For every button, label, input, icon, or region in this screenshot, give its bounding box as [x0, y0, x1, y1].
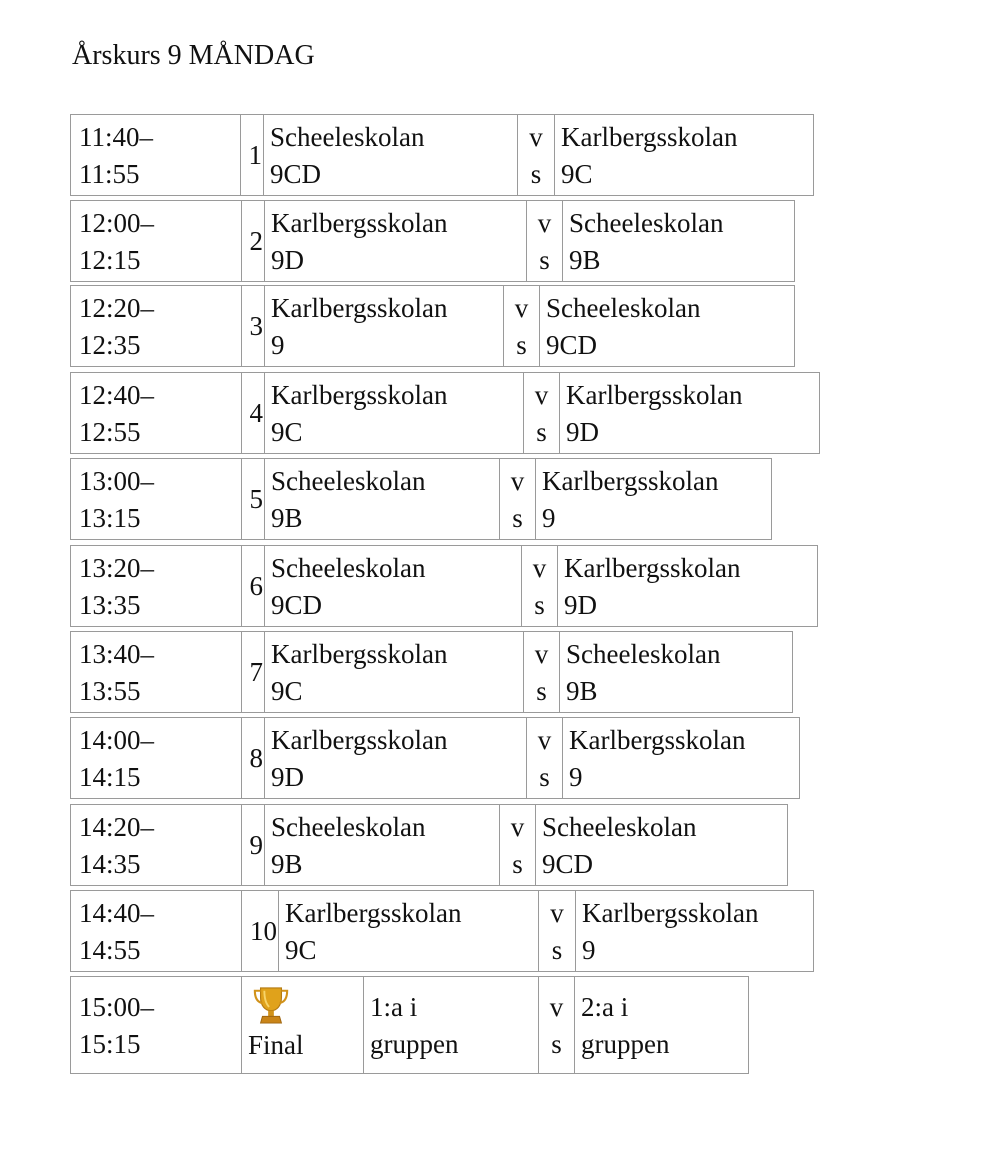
- home-class: 9B: [271, 503, 303, 533]
- match-number: 1: [240, 115, 263, 195]
- match-row-2: [70, 200, 795, 282]
- away-class: 9: [542, 503, 556, 533]
- versus-label: [499, 459, 535, 539]
- match-number: 4: [241, 373, 264, 453]
- time-start: 13:20–: [79, 553, 155, 583]
- time-start: 12:20–: [79, 293, 155, 323]
- time-start: 11:40–: [79, 122, 153, 152]
- versus-label: [526, 201, 562, 281]
- match-time: [71, 373, 241, 453]
- home-school: Karlbergsskolan: [271, 208, 448, 238]
- time-end: 13:15: [79, 503, 141, 533]
- time-start: 15:00–: [79, 992, 155, 1022]
- match-number: 5: [241, 459, 264, 539]
- versus-bottom: s: [512, 849, 523, 879]
- match-time: [71, 286, 241, 366]
- match-row-4: [70, 372, 820, 454]
- away-class: 9B: [569, 245, 601, 275]
- match-row-5: [70, 458, 772, 540]
- versus-top: v: [514, 293, 529, 323]
- away-class: 9CD: [546, 330, 598, 360]
- home-school: Scheeleskolan: [271, 553, 426, 583]
- time-end: 11:55: [79, 159, 140, 189]
- away-school: Scheeleskolan: [546, 293, 701, 323]
- versus-top: v: [534, 380, 549, 410]
- match-number: 10: [241, 891, 278, 971]
- versus-bottom: s: [539, 762, 550, 792]
- match-number: 2: [241, 201, 264, 281]
- home-team: [363, 977, 538, 1073]
- match-row-9: [70, 804, 788, 886]
- match-number: 7: [241, 632, 264, 712]
- away-school: Scheeleskolan: [542, 812, 697, 842]
- home-school: Karlbergsskolan: [271, 725, 448, 755]
- away-class: 9CD: [542, 849, 594, 879]
- versus-label: [521, 546, 557, 626]
- versus-top: v: [510, 812, 525, 842]
- away-class: 9: [582, 935, 596, 965]
- versus-label: [538, 891, 575, 971]
- home-school: Scheeleskolan: [271, 812, 426, 842]
- home-school: Karlbergsskolan: [271, 380, 448, 410]
- away-school: Karlbergsskolan: [566, 380, 743, 410]
- away-class: 9: [569, 762, 583, 792]
- versus-top: v: [529, 122, 543, 152]
- away-team: [559, 632, 792, 712]
- versus-label: [517, 115, 554, 195]
- match-row-10: [70, 890, 814, 972]
- home-class: 9CD: [270, 159, 322, 189]
- away-team: [539, 286, 794, 366]
- match-time: [71, 632, 241, 712]
- match-time: [71, 115, 240, 195]
- match-time: [71, 459, 241, 539]
- away-school: Karlbergsskolan: [561, 122, 738, 152]
- home-team: [264, 805, 499, 885]
- versus-label: [526, 718, 562, 798]
- time-start: 13:00–: [79, 466, 155, 496]
- home-class: 9C: [285, 935, 317, 965]
- final-label-cell: [241, 977, 363, 1073]
- final-label: Final: [248, 1030, 304, 1060]
- time-end: 12:55: [79, 417, 141, 447]
- home-class: 9CD: [271, 590, 323, 620]
- final-row: [70, 976, 749, 1074]
- versus-top: v: [549, 992, 564, 1022]
- time-start: 14:20–: [79, 812, 155, 842]
- time-start: 13:40–: [79, 639, 155, 669]
- away-team: [535, 805, 787, 885]
- away-school: Scheeleskolan: [569, 208, 724, 238]
- versus-top: v: [537, 208, 552, 238]
- away-team: [535, 459, 771, 539]
- versus-bottom: s: [530, 159, 542, 189]
- match-number: 8: [241, 718, 264, 798]
- away-school: Karlbergsskolan: [564, 553, 741, 583]
- versus-bottom: s: [536, 417, 547, 447]
- versus-label: [499, 805, 535, 885]
- time-end: 14:55: [79, 935, 141, 965]
- versus-top: v: [510, 466, 525, 496]
- match-time: [71, 546, 241, 626]
- away-school: Karlbergsskolan: [542, 466, 719, 496]
- versus-top: v: [537, 725, 552, 755]
- versus-bottom: s: [539, 245, 550, 275]
- versus-top: v: [550, 898, 564, 928]
- match-number: 9: [241, 805, 264, 885]
- time-start: 14:40–: [79, 898, 155, 928]
- versus-bottom: s: [534, 590, 545, 620]
- home-class: 9C: [271, 417, 303, 447]
- home-team: [264, 201, 526, 281]
- home-team: [278, 891, 538, 971]
- away-class: 9C: [561, 159, 593, 189]
- away-class: 9D: [566, 417, 599, 447]
- match-number: 6: [241, 546, 264, 626]
- page-title: Årskurs 9 MÅNDAG: [72, 40, 315, 71]
- home-class: 9D: [271, 762, 304, 792]
- home-school: Karlbergsskolan: [285, 898, 462, 928]
- away-team: [562, 718, 799, 798]
- home-class: 9C: [271, 676, 303, 706]
- away-group: gruppen: [581, 1029, 670, 1059]
- home-placement: 1:a i: [370, 992, 418, 1022]
- home-class: 9D: [271, 245, 304, 275]
- versus-label: [523, 373, 559, 453]
- home-school: Karlbergsskolan: [271, 293, 448, 323]
- away-team: [554, 115, 813, 195]
- away-school: Karlbergsskolan: [582, 898, 759, 928]
- home-school: Karlbergsskolan: [271, 639, 448, 669]
- versus-top: v: [532, 553, 547, 583]
- versus-bottom: s: [551, 935, 563, 965]
- versus-bottom: s: [512, 503, 523, 533]
- match-time: [71, 891, 241, 971]
- time-start: 12:00–: [79, 208, 155, 238]
- home-class: 9B: [271, 849, 303, 879]
- time-end: 14:35: [79, 849, 141, 879]
- time-end: 12:15: [79, 245, 141, 275]
- match-row-3: [70, 285, 795, 367]
- versus-bottom: s: [536, 676, 547, 706]
- home-school: Scheeleskolan: [270, 122, 425, 152]
- time-end: 12:35: [79, 330, 141, 360]
- time-end: 15:15: [79, 1029, 141, 1059]
- away-team: [574, 977, 748, 1073]
- versus-label: [538, 977, 574, 1073]
- time-start: 14:00–: [79, 725, 155, 755]
- time-start: 12:40–: [79, 380, 155, 410]
- away-team: [562, 201, 794, 281]
- away-class: 9D: [564, 590, 597, 620]
- away-team: [559, 373, 819, 453]
- match-row-7: [70, 631, 793, 713]
- versus-top: v: [534, 639, 549, 669]
- versus-bottom: s: [516, 330, 527, 360]
- match-time: [71, 718, 241, 798]
- home-team: [264, 459, 499, 539]
- home-team: [264, 632, 523, 712]
- home-team: [263, 115, 517, 195]
- home-group: gruppen: [370, 1029, 459, 1059]
- match-row-8: [70, 717, 800, 799]
- time-end: 13:35: [79, 590, 141, 620]
- away-team: [557, 546, 817, 626]
- home-team: [264, 718, 526, 798]
- versus-bottom: s: [551, 1029, 562, 1059]
- trophy-icon: [252, 985, 290, 1025]
- home-school: Scheeleskolan: [271, 466, 426, 496]
- match-time: [71, 977, 241, 1073]
- home-team: [264, 373, 523, 453]
- away-class: 9B: [566, 676, 598, 706]
- home-class: 9: [271, 330, 285, 360]
- versus-label: [503, 286, 539, 366]
- away-school: Karlbergsskolan: [569, 725, 746, 755]
- away-school: Scheeleskolan: [566, 639, 721, 669]
- home-team: [264, 546, 521, 626]
- match-number: 3: [241, 286, 264, 366]
- match-row-6: [70, 545, 818, 627]
- away-team: [575, 891, 813, 971]
- versus-label: [523, 632, 559, 712]
- home-team: [264, 286, 503, 366]
- match-time: [71, 201, 241, 281]
- match-row-1: [70, 114, 814, 196]
- time-end: 13:55: [79, 676, 141, 706]
- match-time: [71, 805, 241, 885]
- away-placement: 2:a i: [581, 992, 629, 1022]
- time-end: 14:15: [79, 762, 141, 792]
